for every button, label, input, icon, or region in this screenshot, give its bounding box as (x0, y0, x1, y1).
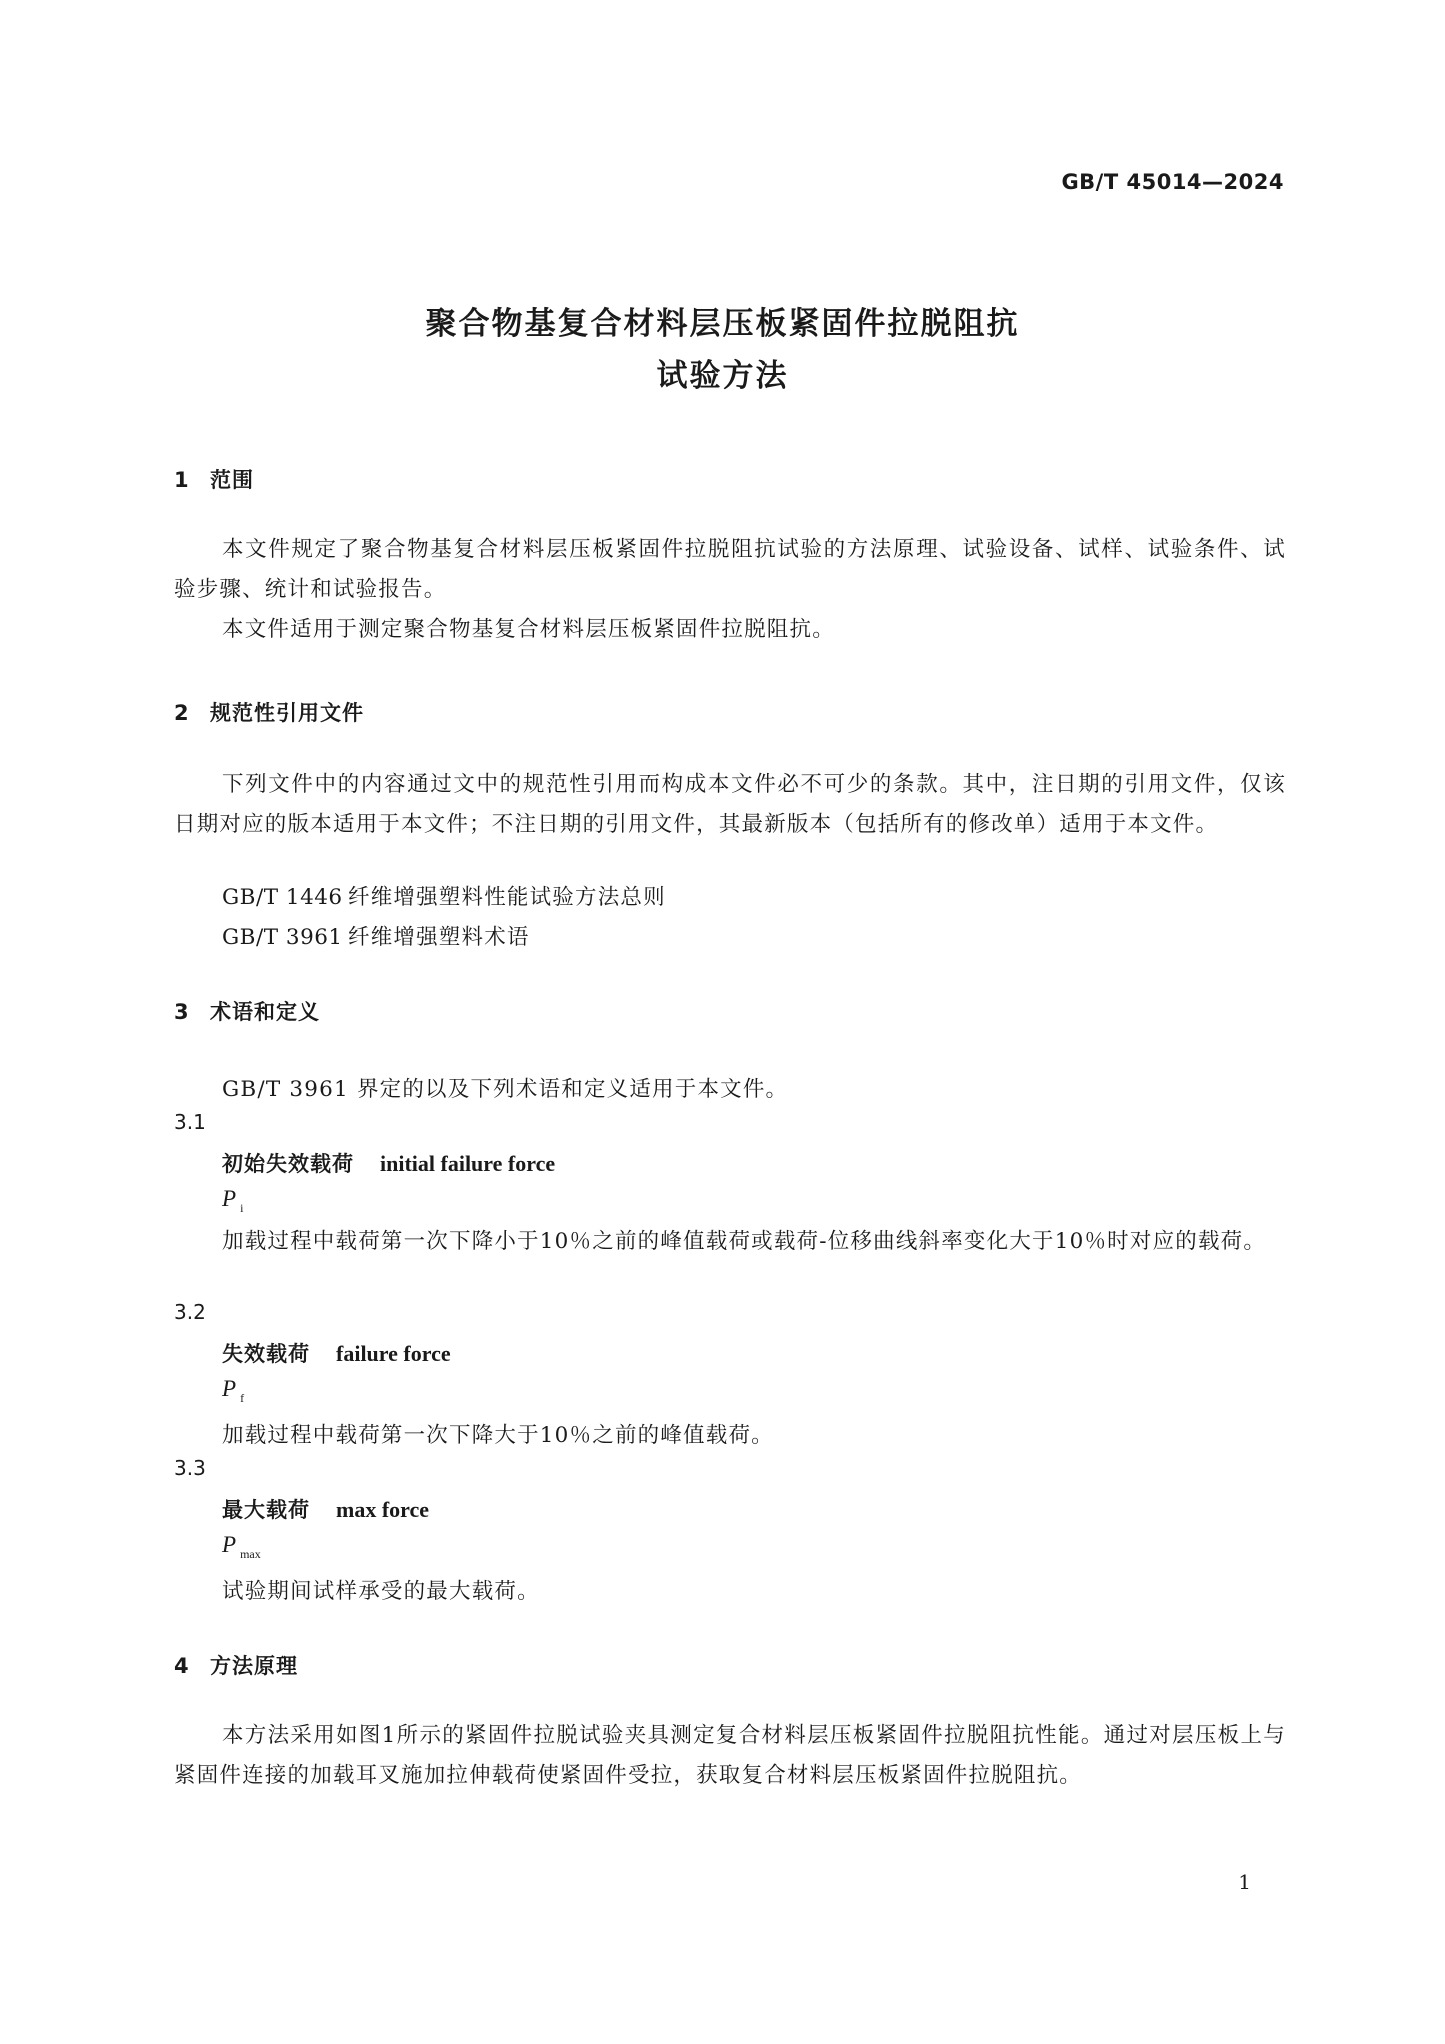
term-symbol (222, 1186, 243, 1216)
term-chinese: 初始失效载荷 (222, 1152, 354, 1176)
term-entry (222, 1338, 451, 1368)
section-title: 术语和定义 (210, 1000, 320, 1024)
term-symbol (222, 1532, 261, 1562)
term-number: 3.1 (174, 1110, 206, 1134)
section-title: 规范性引用文件 (210, 701, 364, 725)
term-entry (222, 1494, 429, 1524)
standard-number: GB/T 45014—2024 (1061, 170, 1284, 194)
section-number: 3 (174, 1000, 190, 1024)
page-number: 1 (1238, 1870, 1251, 1894)
principle-paragraph: 本方法采用如图1所示的紧固件拉脱试验夹具测定复合材料层压板紧固件拉脱阻抗性能。通过对层压板上与紧固件连接的加载耳叉施加拉伸载荷使紧固件受拉，获取复合材料层压板紧固件拉脱阻抗。 (174, 1723, 1286, 1788)
section-title: 范围 (210, 468, 254, 492)
term-symbol (222, 1376, 244, 1406)
symbol-letter: P (222, 1376, 237, 1401)
document-title-line1: 聚合物基复合材料层压板紧固件拉脱阻抗 (425, 306, 1020, 342)
reference-item (222, 880, 666, 911)
term-english: max force (336, 1497, 430, 1522)
section-number: 2 (174, 701, 190, 725)
symbol-subscript: i (240, 1200, 244, 1215)
term-chinese: 最大载荷 (222, 1498, 310, 1522)
reference-code: GB/T 1446 (222, 885, 343, 910)
section-title: 方法原理 (210, 1654, 298, 1678)
symbol-letter: P (222, 1186, 237, 1211)
scope-paragraph-2: 本文件适用于测定聚合物基复合材料层压板紧固件拉脱阻抗。 (222, 617, 835, 642)
term-definition: 加载过程中载荷第一次下降大于10％之前的峰值载荷。 (222, 1423, 774, 1448)
reference-item (222, 920, 530, 951)
document-title-line2: 试验方法 (656, 358, 789, 394)
term-entry (222, 1148, 555, 1178)
section-heading-normative-references (174, 697, 364, 727)
references-paragraph: 下列文件中的内容通过文中的规范性引用而构成本文件必不可少的条款。其中，注日期的引用文件，仅该日期对应的版本适用于本文件；不注日期的引用文件，其最新版本（包括所有的修改单）适用于本文件。 (174, 772, 1286, 837)
section-number: 1 (174, 468, 190, 492)
term-english: failure force (336, 1341, 451, 1366)
symbol-letter: P (222, 1532, 237, 1557)
symbol-subscript: f (240, 1390, 245, 1405)
reference-code: GB/T 3961 (222, 925, 343, 950)
reference-title: 纤维增强塑料术语 (348, 925, 530, 950)
term-definition: 试验期间试样承受的最大载荷。 (222, 1579, 540, 1604)
scope-paragraph-1: 本文件规定了聚合物基复合材料层压板紧固件拉脱阻抗试验的方法原理、试验设备、试样、试验条件、试验步骤、统计和试验报告。 (174, 537, 1286, 602)
term-definition: 加载过程中载荷第一次下降小于10％之前的峰值载荷或载荷-位移曲线斜率变化大于10％时对应的载荷。 (222, 1229, 1267, 1254)
terms-intro: GB/T 3961 界定的以及下列术语和定义适用于本文件。 (222, 1077, 789, 1102)
reference-title: 纤维增强塑料性能试验方法总则 (348, 885, 666, 910)
section-heading-terms-definitions (174, 996, 320, 1026)
symbol-subscript: max (240, 1546, 261, 1561)
section-number: 4 (174, 1654, 190, 1678)
term-number: 3.2 (174, 1300, 206, 1324)
section-heading-scope (174, 464, 254, 494)
term-chinese: 失效载荷 (222, 1342, 310, 1366)
term-english: initial failure force (380, 1151, 556, 1176)
section-heading-method-principle (174, 1650, 298, 1680)
term-number: 3.3 (174, 1456, 206, 1480)
